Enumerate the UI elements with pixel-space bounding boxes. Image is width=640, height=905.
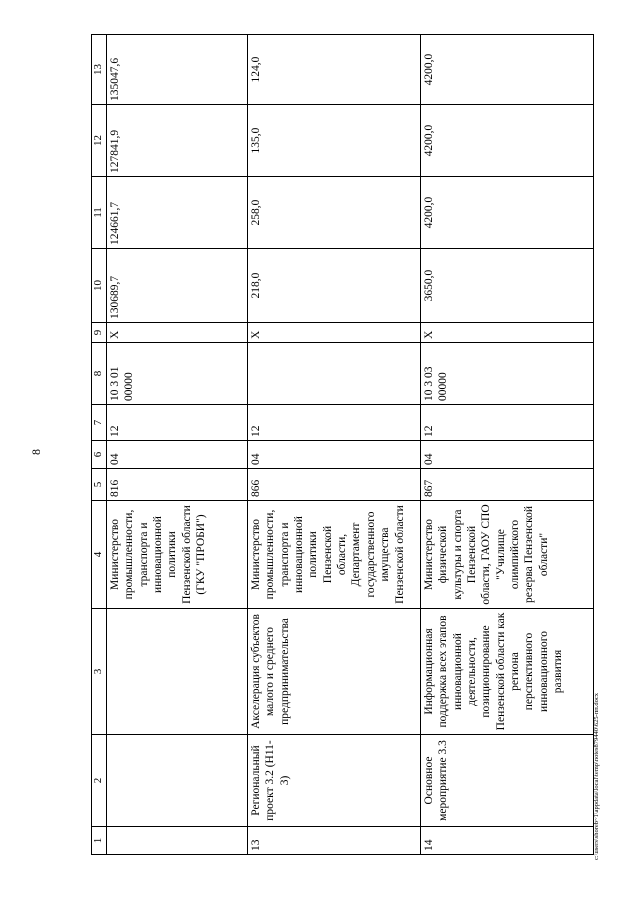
grbs-code-cell: 866 xyxy=(247,469,420,501)
amount-cell: 124661,7 xyxy=(106,177,247,249)
amount-cell: 130689,7 xyxy=(106,249,247,323)
amount-cell: 124,0 xyxy=(247,35,420,105)
amount-cell: 4200,0 xyxy=(420,177,593,249)
budget-table xyxy=(91,34,594,855)
header-cell: 1 xyxy=(92,827,107,855)
table-wrapper xyxy=(91,35,611,855)
target-article-cell: 10 3 01 00000 xyxy=(106,343,247,405)
subsection-code-cell: 12 xyxy=(106,405,247,441)
page-number: 8 xyxy=(29,449,43,455)
footer-file-path: c:\users\shoreb~1\appdata\local\temp\notes879440\625-пп.docx xyxy=(593,693,600,860)
header-cell: 6 xyxy=(92,441,107,469)
amount-cell: 135047,6 xyxy=(106,35,247,105)
status-cell: Основное мероприятие 3.3 xyxy=(420,735,593,827)
header-cell: 8 xyxy=(92,343,107,405)
header-cell: 11 xyxy=(92,177,107,249)
table-row xyxy=(106,35,247,855)
header-cell: 7 xyxy=(92,405,107,441)
status-cell xyxy=(106,735,247,827)
expense-type-cell: Х xyxy=(420,323,593,343)
header-cell: 5 xyxy=(92,469,107,501)
row-number-cell: 14 xyxy=(420,827,593,855)
header-cell: 4 xyxy=(92,501,107,609)
header-cell: 9 xyxy=(92,323,107,343)
amount-cell: 135,0 xyxy=(247,105,420,177)
amount-cell: 4200,0 xyxy=(420,35,593,105)
header-cell: 12 xyxy=(92,105,107,177)
executor-cell: Министерство промышленности, транспорта и инновационной политики Пензенской области (ГКУ "ПРОБИ") xyxy=(106,501,247,609)
subsection-code-cell: 12 xyxy=(247,405,420,441)
header-cell: 13 xyxy=(92,35,107,105)
section-code-cell: 04 xyxy=(247,441,420,469)
activity-name-cell: Акселерация субъектов малого и среднего предпринимательства xyxy=(247,609,420,735)
header-row xyxy=(92,35,107,855)
expense-type-cell: Х xyxy=(106,323,247,343)
header-cell: 2 xyxy=(92,735,107,827)
row-number-cell: 13 xyxy=(247,827,420,855)
executor-cell: Министерство промышленности, транспорта и инновационной политики Пензенской области, Департамент государственного имущества Пензенской области xyxy=(247,501,420,609)
activity-name-cell: Информационная поддержка всех этапов инновационной деятельности, позиционирование Пензенской области как региона перспективного инновационного развития xyxy=(420,609,593,735)
executor-cell: Министерство физической культуры и спорта Пензенской области, ГАОУ СПО "Училище олимпийского резерва Пензенской области" xyxy=(420,501,593,609)
activity-name-cell xyxy=(106,609,247,735)
amount-cell: 258,0 xyxy=(247,177,420,249)
amount-cell: 127841,9 xyxy=(106,105,247,177)
grbs-code-cell: 867 xyxy=(420,469,593,501)
amount-cell: 218,0 xyxy=(247,249,420,323)
section-code-cell: 04 xyxy=(106,441,247,469)
target-article-cell: 10 3 03 00000 xyxy=(420,343,593,405)
table-row xyxy=(247,35,420,855)
expense-type-cell: Х xyxy=(247,323,420,343)
subsection-code-cell: 12 xyxy=(420,405,593,441)
amount-cell: 4200,0 xyxy=(420,105,593,177)
table-row xyxy=(420,35,593,855)
row-number-cell xyxy=(106,827,247,855)
target-article-cell xyxy=(247,343,420,405)
section-code-cell: 04 xyxy=(420,441,593,469)
amount-cell: 3650,0 xyxy=(420,249,593,323)
table-rotation-frame xyxy=(91,35,611,855)
grbs-code-cell: 816 xyxy=(106,469,247,501)
header-cell: 10 xyxy=(92,249,107,323)
status-cell: Региональный проект 3.2 (Н11-3) xyxy=(247,735,420,827)
header-cell: 3 xyxy=(92,609,107,735)
